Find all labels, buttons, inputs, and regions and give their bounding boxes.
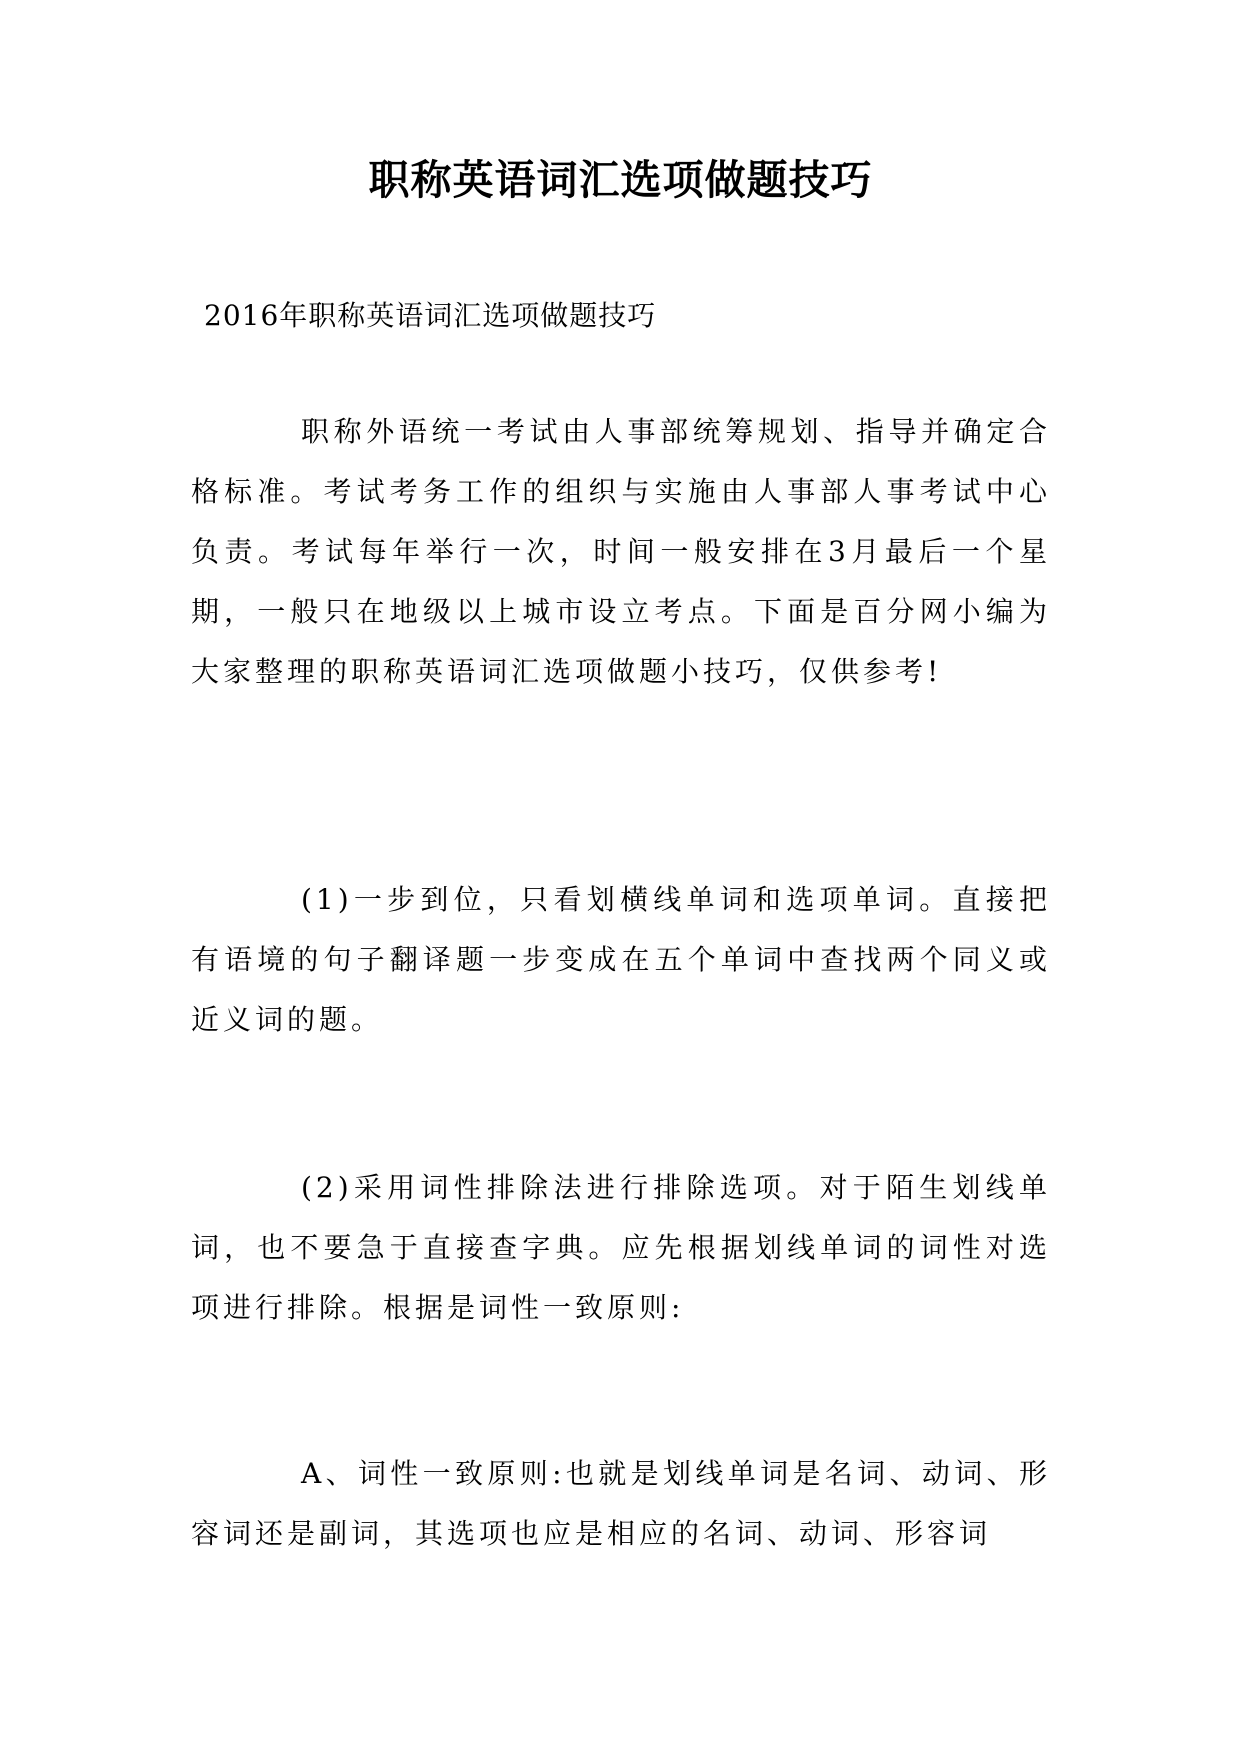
paragraph-rule-a: A、词性一致原则:也就是划线单词是名词、动词、形容词还是副词，其选项也应是相应的名词、动词、形容词 [191,1457,1051,1550]
paragraph-tip-1: (1)一步到位，只看划横线单词和选项单词。直接把有语境的句子翻译题一步变成在五个单词中查找两个同义或近义词的题。 [191,883,1051,1036]
document-subtitle: 2016年职称英语词汇选项做题技巧 [204,299,657,332]
paragraph-tip-2: (2)采用词性排除法进行排除选项。对于陌生划线单词，也不要急于直接查字典。应先根据划线单词的词性对选项进行排除。根据是词性一致原则: [191,1171,1051,1324]
document-title: 职称英语词汇选项做题技巧 [368,156,873,204]
paragraph-intro: 职称外语统一考试由人事部统筹规划、指导并确定合格标准。考试考务工作的组织与实施由人事部人事考试中心负责。考试每年举行一次，时间一般安排在3月最后一个星期，一般只在地级以上城市设立考点。下面是百分网小编为大家整理的职称英语词汇选项做题小技巧，仅供参考! [191,415,1051,688]
